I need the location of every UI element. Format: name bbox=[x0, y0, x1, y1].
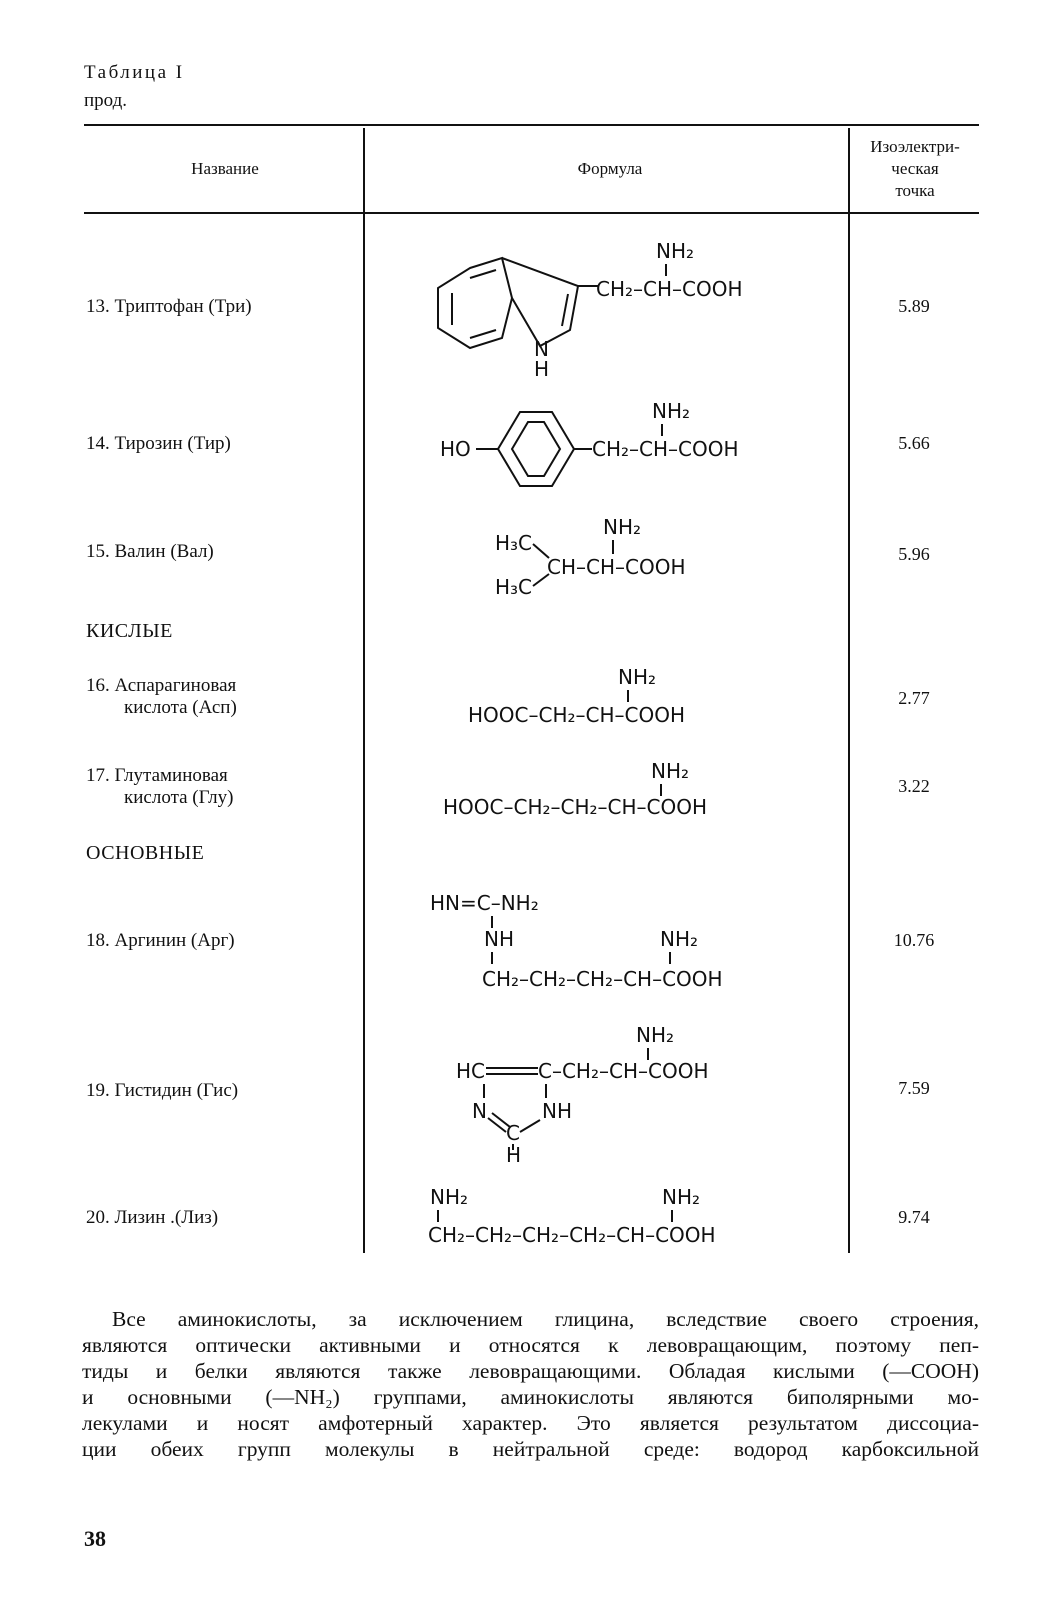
row-name-tryptophan: 13. Триптофан (Три) bbox=[86, 296, 252, 317]
pi-value-arginine: 10.76 bbox=[893, 930, 935, 950]
val-h3c-top: H₃C bbox=[495, 531, 533, 555]
his-n: N bbox=[472, 1099, 487, 1123]
pi-value-glutamic-acid: 3.22 bbox=[898, 776, 930, 796]
row-name-glutamic-acid bbox=[86, 765, 233, 809]
row-name-line2: кислота (Глу) bbox=[124, 787, 234, 808]
trp-h: H bbox=[534, 357, 550, 381]
paragraph-line: ции обеих групп молекулы в нейтральной среде: водород карбоксильной bbox=[82, 1437, 979, 1461]
formula-aspartic-acid bbox=[468, 664, 748, 730]
lys-nh2-left: NH₂ bbox=[430, 1185, 469, 1209]
glu-chain: HOOC–CH₂–CH₂–CH–COOH bbox=[443, 795, 708, 819]
tyr-ho: HO bbox=[440, 437, 471, 461]
pi-value-tyrosine: 5.66 bbox=[898, 433, 930, 453]
trp-n: N bbox=[534, 337, 549, 361]
paragraph-line: Все аминокислоты, за исключением глицина, вследствие своего строения, bbox=[112, 1307, 979, 1331]
table-continued-label: прод. bbox=[84, 90, 128, 111]
pi-value-aspartic-acid: 2.77 bbox=[898, 688, 930, 708]
section-basic: ОСНОВНЫЕ bbox=[86, 842, 205, 864]
column-divider-left bbox=[363, 128, 365, 1253]
row-name-line2: кислота (Асп) bbox=[124, 697, 237, 718]
his-h: H bbox=[506, 1143, 522, 1167]
table-top-rule bbox=[84, 124, 979, 126]
formula-arginine bbox=[430, 888, 790, 998]
header-pi-line2: ческая bbox=[891, 159, 939, 178]
valine-structure bbox=[495, 515, 735, 599]
his-hc: HC bbox=[456, 1059, 486, 1083]
paragraph-line: тиды и белки являются также левовращающими. Обладая кислыми (—COOH) bbox=[82, 1359, 979, 1383]
page-number: 38 bbox=[84, 1526, 106, 1551]
tyrosine-structure bbox=[440, 398, 800, 478]
his-nh2: NH₂ bbox=[636, 1023, 675, 1047]
pi-value-valine: 5.96 bbox=[898, 544, 930, 564]
formula-tyrosine bbox=[440, 398, 800, 478]
section-acidic: КИСЛЫЕ bbox=[86, 620, 173, 642]
asp-nh2: NH₂ bbox=[618, 665, 657, 689]
row-name-histidine: 19. Гистидин (Гис) bbox=[86, 1080, 239, 1101]
header-formula: Формула bbox=[577, 159, 643, 178]
trp-nh2: NH₂ bbox=[656, 239, 695, 263]
header-pi-line1: Изоэлектри- bbox=[870, 137, 960, 156]
his-nh: NH bbox=[542, 1099, 572, 1123]
row-name-line1: 16. Аспарагиновая bbox=[86, 675, 237, 696]
pi-value-histidine: 7.59 bbox=[898, 1078, 930, 1098]
table-header-rule bbox=[84, 212, 979, 214]
asp-chain: HOOC–CH₂–CH–COOH bbox=[468, 703, 686, 727]
header-pi-line3: точка bbox=[895, 181, 935, 200]
formula-lysine bbox=[428, 1182, 808, 1252]
pi-value-tryptophan: 5.89 bbox=[898, 296, 930, 316]
formula-histidine bbox=[450, 1020, 770, 1165]
row-name-arginine: 18. Аргинин (Арг) bbox=[86, 930, 235, 951]
trp-chain: CH₂–CH–COOH bbox=[596, 277, 743, 301]
body-paragraph bbox=[82, 1306, 979, 1462]
table-caption: Таблица I bbox=[84, 62, 185, 83]
glu-nh2: NH₂ bbox=[651, 759, 690, 783]
arg-guanidino: HN=C–NH₂ bbox=[430, 891, 539, 915]
paragraph-line: и основными (—NH₂) группами, аминокислоты являются биполярными мо- bbox=[82, 1385, 979, 1409]
lys-nh2-right: NH₂ bbox=[662, 1185, 701, 1209]
val-chain: CH–CH–COOH bbox=[547, 555, 686, 579]
histidine-structure bbox=[450, 1020, 770, 1165]
formula-glutamic-acid bbox=[443, 758, 783, 824]
row-name-line1: 17. Глутаминовая bbox=[86, 765, 228, 786]
header-name: Название bbox=[191, 159, 259, 178]
paragraph-line: лекулами и носят амфотерный характер. Это является результатом диссоциа- bbox=[82, 1411, 979, 1435]
arg-nh2: NH₂ bbox=[660, 927, 699, 951]
arginine-structure bbox=[430, 888, 790, 998]
val-nh2: NH₂ bbox=[603, 515, 642, 539]
his-chain: C–CH₂–CH–COOH bbox=[538, 1059, 709, 1083]
arg-nh: NH bbox=[484, 927, 514, 951]
aspartic-acid-structure bbox=[468, 664, 748, 730]
paragraph-line: являются оптически активными и относятся к левовращающим, поэтому пеп- bbox=[82, 1333, 979, 1357]
val-h3c-bottom: H₃C bbox=[495, 575, 533, 599]
his-c: C bbox=[506, 1121, 520, 1145]
formula-valine bbox=[495, 515, 735, 599]
tryptophan-structure bbox=[430, 238, 810, 381]
row-name-tyrosine: 14. Тирозин (Тир) bbox=[86, 433, 231, 454]
lys-chain: CH₂–CH₂–CH₂–CH₂–CH–COOH bbox=[428, 1223, 716, 1247]
lysine-structure bbox=[428, 1182, 808, 1252]
formula-tryptophan bbox=[430, 238, 810, 381]
row-name-valine: 15. Валин (Вал) bbox=[86, 541, 214, 562]
row-name-aspartic-acid bbox=[86, 675, 237, 719]
glutamic-acid-structure bbox=[443, 758, 783, 824]
header-isoelectric-point bbox=[850, 136, 980, 202]
tyr-chain: CH₂–CH–COOH bbox=[592, 437, 739, 461]
tyr-nh2: NH₂ bbox=[652, 399, 691, 423]
row-name-lysine: 20. Лизин .(Лиз) bbox=[86, 1207, 219, 1228]
arg-chain: CH₂–CH₂–CH₂–CH–COOH bbox=[482, 967, 723, 991]
pi-value-lysine: 9.74 bbox=[898, 1207, 930, 1227]
